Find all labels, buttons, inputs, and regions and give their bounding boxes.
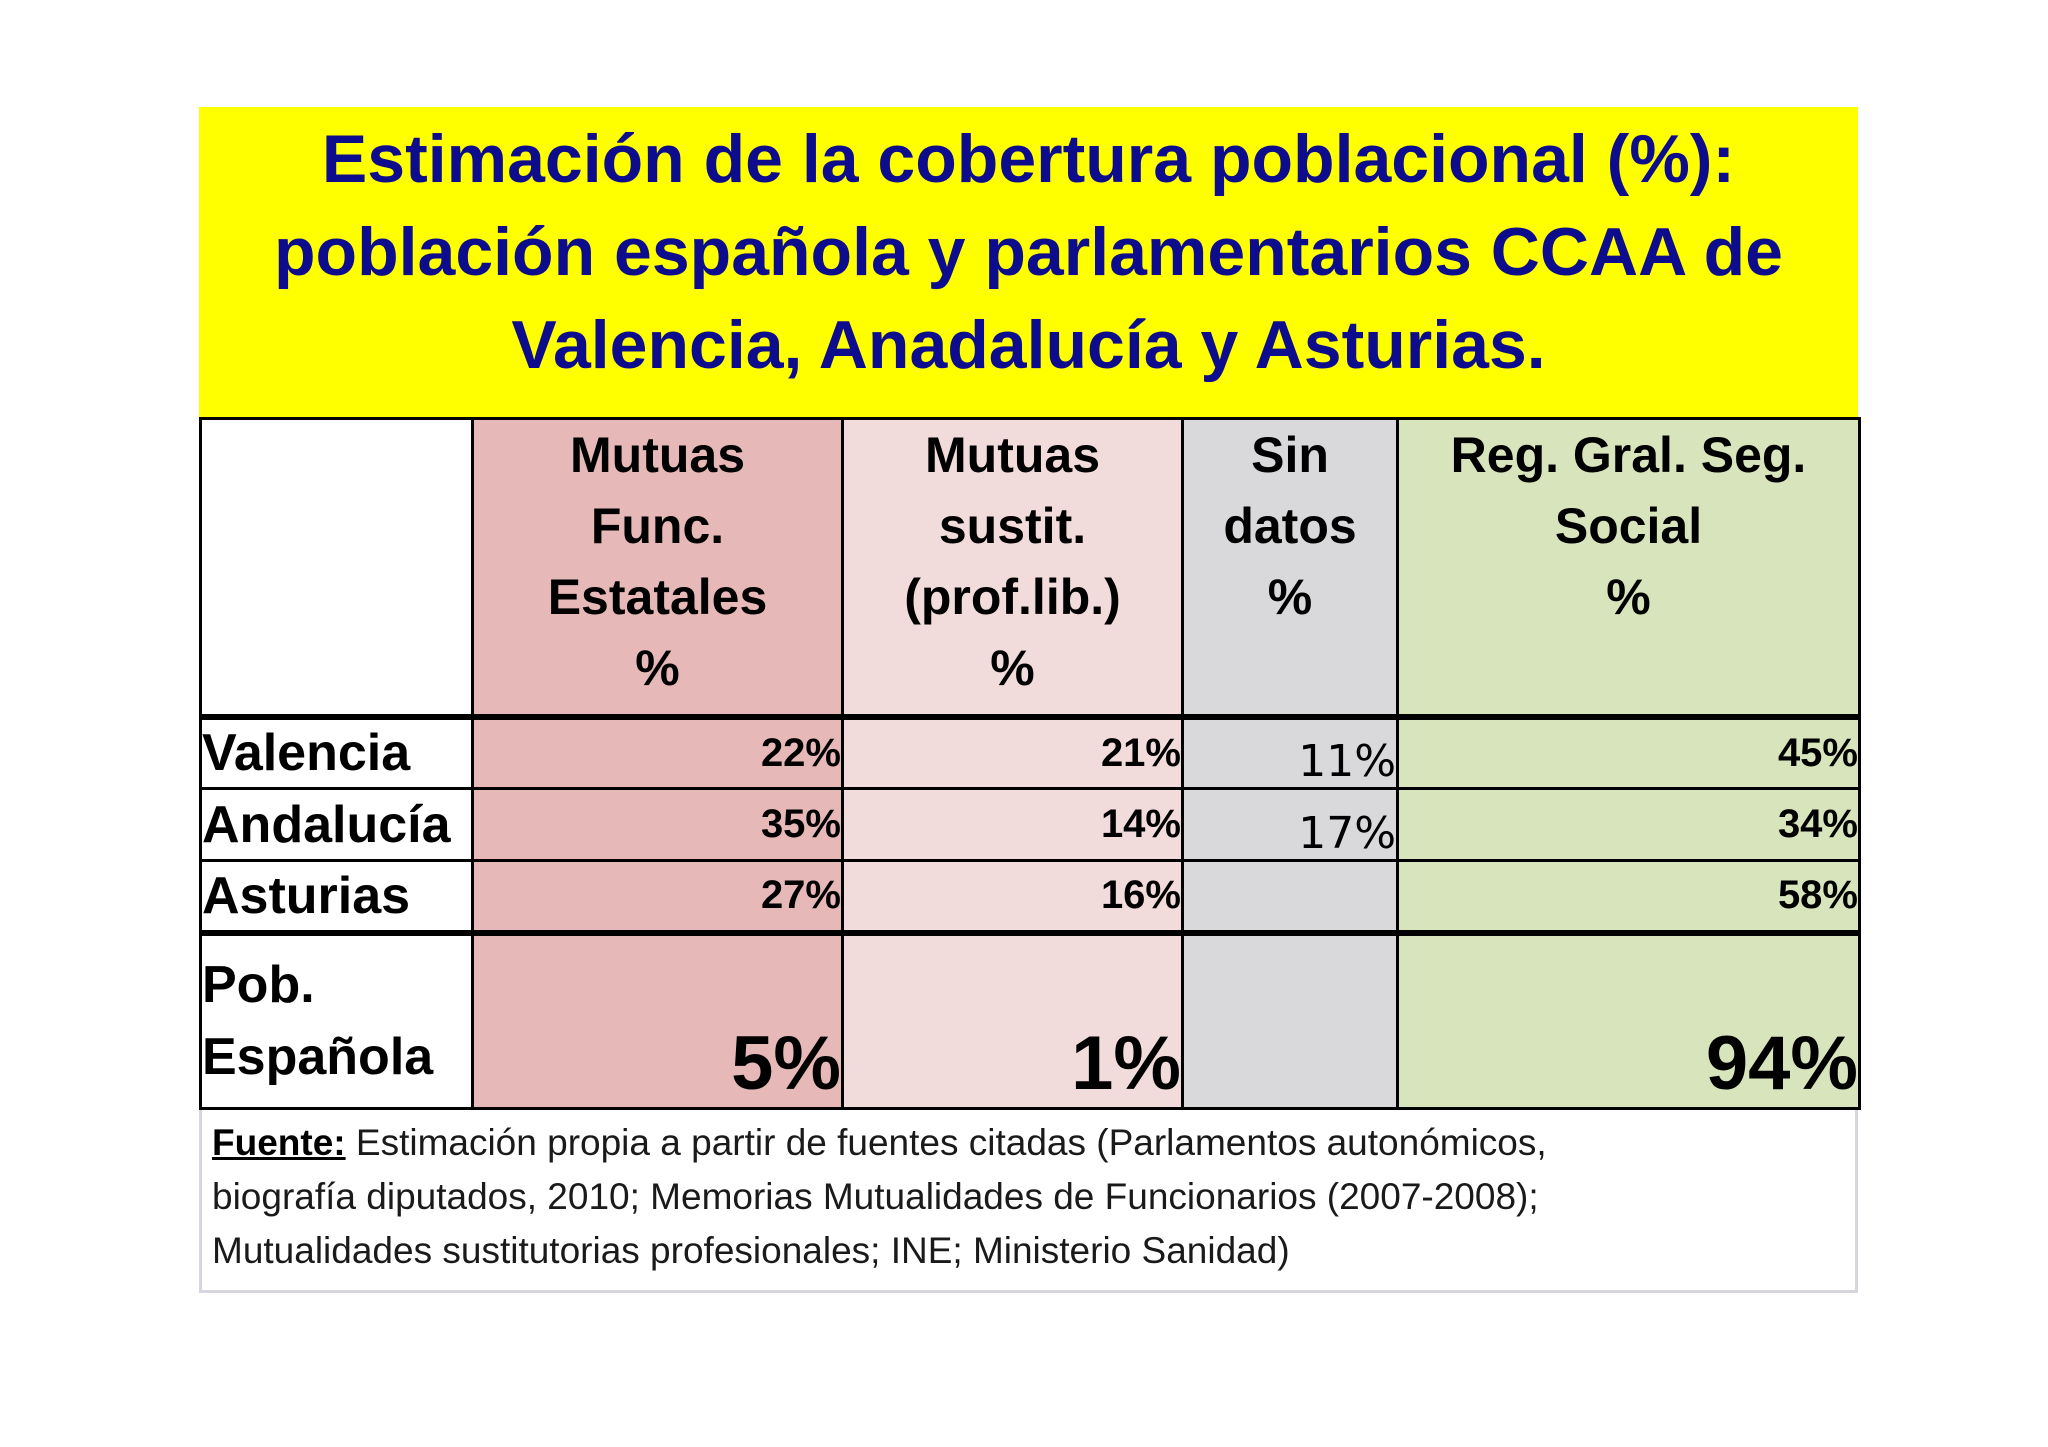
cell-andalucia-sin: 17% [1183, 789, 1398, 861]
cell-andalucia-sust: 14% [843, 789, 1183, 861]
cell-total-func: 5% [473, 933, 843, 1109]
header-sin-datos-line: Sin [1251, 427, 1329, 483]
cell-asturias-reg: 58% [1398, 861, 1860, 933]
cell-valencia-sin: 11% [1183, 717, 1398, 789]
source-text: Estimación propia a partir de fuentes citadas (Parlamentos autonómicos, [345, 1122, 1547, 1163]
source-line-3: Mutualidades sustitutorias profesionales; INE; Ministerio Sanidad) [212, 1230, 1290, 1271]
cell-total-sust: 1% [843, 933, 1183, 1109]
cell-total-reg: 94% [1398, 933, 1860, 1109]
cell-valencia-sust: 21% [843, 717, 1183, 789]
source-line-2: biografía diputados, 2010; Memorias Mutualidades de Funcionarios (2007-2008); [212, 1176, 1539, 1217]
cell-asturias-sust: 16% [843, 861, 1183, 933]
table-row [201, 861, 1860, 933]
title-line-2: población española y parlamentarios CCAA de [274, 214, 1783, 290]
header-mutuas-func [473, 419, 843, 717]
header-mutuas-sustit-line: % [990, 640, 1035, 696]
table-row [201, 717, 1860, 789]
header-sin-datos-line: % [1267, 569, 1313, 625]
header-reg-gral-line: Reg. Gral. Seg. [1450, 427, 1807, 483]
header-sin-datos [1183, 419, 1398, 717]
header-mutuas-func-line: Func. [590, 498, 725, 554]
title-banner [199, 107, 1858, 417]
header-mutuas-sustit [843, 419, 1183, 717]
source-note [199, 1110, 1858, 1293]
row-label-valencia: Valencia [201, 717, 473, 789]
cell-andalucia-func: 35% [473, 789, 843, 861]
total-row [201, 933, 1860, 1109]
header-reg-gral-line: Social [1554, 498, 1703, 554]
header-corner [201, 419, 473, 717]
cell-total-sin [1183, 933, 1398, 1109]
header-reg-gral [1398, 419, 1860, 717]
table-row [201, 789, 1860, 861]
title-line-1: Estimación de la cobertura poblacional (%): [321, 121, 1736, 197]
header-mutuas-sustit-line: Mutuas [925, 427, 1100, 483]
coverage-table [199, 417, 1861, 1110]
row-label-andalucia: Andalucía [201, 789, 473, 861]
header-sin-datos-line: datos [1223, 498, 1357, 554]
row-label-asturias: Asturias [201, 861, 473, 933]
cell-asturias-sin [1183, 861, 1398, 933]
title-line-3: Valencia, Anadalucía y Asturias. [511, 307, 1546, 383]
header-mutuas-sustit-line: sustit. [938, 498, 1087, 554]
cell-valencia-reg: 45% [1398, 717, 1860, 789]
cell-andalucia-reg: 34% [1398, 789, 1860, 861]
header-row [201, 419, 1860, 717]
header-mutuas-func-line: Estatales [547, 569, 768, 625]
cell-asturias-func: 27% [473, 861, 843, 933]
source-label: Fuente: [212, 1122, 346, 1163]
total-label-line: Pob. [202, 956, 315, 1015]
header-reg-gral-line: % [1606, 569, 1651, 625]
slide [199, 107, 1858, 1293]
source-line-1 [212, 1116, 1855, 1170]
total-label-line: Española [202, 1028, 434, 1087]
header-mutuas-sustit-line: (prof.lib.) [904, 569, 1121, 625]
row-label-pob-espanola [201, 933, 473, 1109]
cell-valencia-func: 22% [473, 717, 843, 789]
header-mutuas-func-line: % [635, 640, 680, 696]
header-mutuas-func-line: Mutuas [570, 427, 745, 483]
